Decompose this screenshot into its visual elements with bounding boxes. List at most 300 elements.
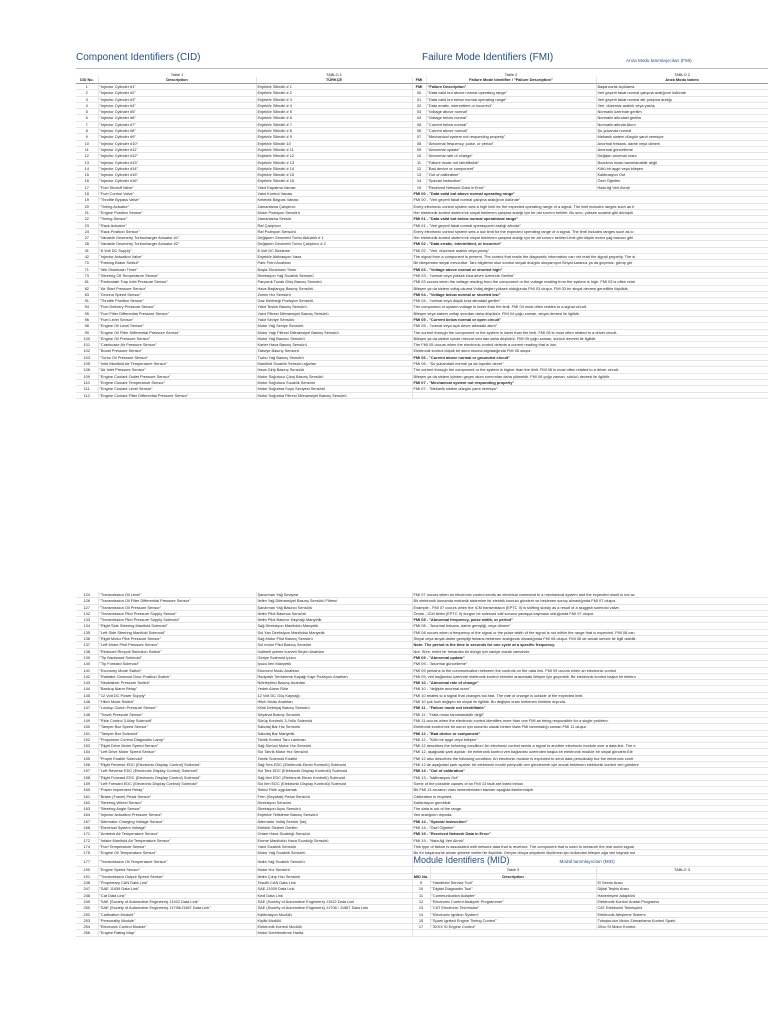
cid-description: "Hitch Mode Switch" (98, 699, 256, 705)
cid-description-tr: SAE (Society of Automotive Engineers) J1708 / J1587 Data Link (256, 905, 412, 911)
cid-description-tr: Yakıt Kapatma Vanası (256, 184, 412, 190)
cid-number: 138 (76, 648, 98, 654)
cid-description: "Injector Cylinder #14" (98, 165, 256, 171)
cid-number: 247 (76, 886, 98, 892)
cid-description-tr: Enjektör Silindiri # 3 (256, 96, 412, 102)
cid-number: 21 (76, 209, 98, 215)
cid-description-tr: Tescilli CAN Data Link (256, 880, 412, 886)
cid-number: 147 (76, 705, 98, 711)
cid-number: 4 (76, 102, 98, 108)
fmi-note: The current through the component or the system is lower than the limit. FMI 05 is most often related to a driver circuit. (412, 329, 768, 335)
cid-number: 135 (76, 629, 98, 635)
fmi-description-tr: Veri geçerli fakat normal çalışma aralığının üstünde (596, 90, 768, 96)
cid-description: "Cat Data Link" (98, 892, 256, 898)
fmi-note: FMI 09, veri bağlantısı üzerinde elektronik kontrol birimleri arasındaki iletişim için geçerlidir. Bir elektronik kontrol başka bir elektro (412, 673, 768, 679)
cid-description-tr: Sağ İleri EDC (Elektronik Ekran Kontrolü) Solenoid (256, 774, 412, 780)
cid-number: 3 (76, 96, 98, 102)
cid-description: "Transmission Oil Level" (98, 592, 256, 598)
fmi-code: 02 (412, 102, 426, 108)
cid-description: "Air Start Pressure Sensor" (98, 285, 256, 291)
sheet-page-2 (76, 592, 768, 1024)
mid-number: 15 (412, 917, 430, 923)
cid-description: "Injector Cylinder #3" (98, 96, 256, 102)
fmi-note: FMI 01 - "Data valid but below normal operational range" (412, 216, 768, 222)
cid-description: "Engine Speed Sensor" (98, 867, 256, 873)
cid-description-tr: Hitch Modu Anahtarı (256, 699, 412, 705)
cid-description-tr: Sol İleri EDC (Elektronik Display Kontrolü) Solenoid (256, 780, 412, 786)
cid-number: 42 (76, 254, 98, 260)
caption-table-1: Table 1 (170, 72, 184, 77)
cid-description-tr: Motor Yağı Filtresi Diferansiyel Basınç Sensörü (256, 329, 412, 335)
fmi-note: FMI 11 - "Failure mode not identifiable" (412, 705, 768, 711)
fmi-description: "Abnormal update" (426, 146, 596, 152)
cid-number: 127 (76, 604, 98, 610)
cid-description-tr: Fren (Seyahat) Pedal Sensörü (256, 793, 412, 799)
fmi-note: FMI 08 occurs when a frequency of the signal or the pulse width of the signal is not within the range that is expected. FMI 08 can (412, 629, 768, 635)
sheet-1-header (76, 52, 768, 69)
fmi-note: Kalibrasyon gereklidir. (412, 799, 768, 805)
fmi-description-tr: Veri geçerli fakat normal altı çalışma aralığı (596, 96, 768, 102)
fmi-note: FMI 14 - "Special Instruction" (412, 818, 768, 824)
mid-description-tr: Elektronik Kontrol Analizi Programcı (596, 898, 768, 904)
cid-description-tr: Geriye Solenoid İpucu (256, 654, 412, 660)
cid-description: "Left Reverse EDC (Electronic Display Control) Solenoid" (98, 768, 256, 774)
fmi-note: FMI 05 - "Current below normal or open circuit" (412, 316, 768, 322)
cid-description: "Transmission Oil Temperature Sensor" (98, 856, 256, 867)
cid-description-tr: Enjektör Silindiri # 8 (256, 128, 412, 134)
cid-number: 15 (76, 172, 98, 178)
mid-description-tr: Dijital Teşhis Aracı (596, 886, 768, 892)
cid-description: "Injector Cylinder #15" (98, 172, 256, 178)
cid-description-tr: Değişken Geometri Turbo Aktüatör # 1 (256, 235, 412, 241)
fmi-note: Every electronic control system sets a low limit for the expected operating range of a signal. The limit includes ranges such as lo (412, 228, 768, 234)
fmi-title-tr: Arıza Modu tanımlayıcıları (FMI) (626, 58, 692, 63)
cid-description-tr: 12 Volt DC Güç Kaynağı (256, 692, 412, 698)
fmi-note: Bir elektronik kumanda mekanik sistemine bir elektrik komutu gönderir ve beklenen sonuç alınadığında FMI 07 oluşur. (412, 598, 768, 604)
fmi-note: Bileşen veya sistem voltajı sınırdan daha düşüktür. FMI 04 çoğu zaman, sinyal devresi ile ilgilidir. (412, 310, 768, 316)
fmi-note: FMI 19 - "Hata Ağ Veri Alındı" (412, 837, 768, 843)
cid-number: 153 (76, 743, 98, 749)
cid-number: 249 (76, 898, 98, 904)
caption-table-3: Table 3 (430, 867, 596, 873)
fmi-note: Her elektronik kontrol sistemi bir sinyal beklenen çalışma aralığı için bir alt sınırını belirler.Limit gibi düşük motor yağ basıncı gibi (412, 235, 768, 241)
cid-description: "Throttle Bypass Valve" (98, 197, 256, 203)
cid-description-tr: Raf Pozisyon Sensörü (256, 228, 412, 234)
cid-description: "SAE (Society of Automotive Engineers) J1922 Data Link" (98, 898, 256, 904)
fmi-description-tr: Mekanik sistem düzgün yanıt vermiyor (596, 134, 768, 140)
fmi-description-tr: Kötü bir aygıt veya bileşen (596, 165, 768, 171)
mid-description: "Electronic Control Analyzer Programmer" (430, 898, 596, 904)
fmi-description: "Failure mode not identifiable" (426, 159, 596, 165)
cid-description-tr: Enjektör Silindiri # 5 (256, 109, 412, 115)
mid-description-tr: 3Xxx SI Motor Kontrol (596, 924, 768, 930)
mid-description: "3XXX SI Engine Control" (430, 924, 596, 930)
cid-number: 17 (76, 184, 98, 190)
cid-description: "Power Implement Relay" (98, 787, 256, 793)
cid-description: "Injector Cylinder #13" (98, 159, 256, 165)
fmi-description: "Mechanical system not responding properly" (426, 134, 596, 140)
fmi-note: Bileşen ya da sistem içinde mevcut sınırdan daha düşüktür. FMI 05 çoğu zaman, sürücü devresi ile ilgilidir. (412, 335, 768, 341)
cid-description-tr: Sağ Direksiyon Manifoldu Manyetik (256, 623, 412, 629)
fmi-note: FMI 06 - "Current above normal or grounded circuit" (412, 354, 768, 360)
cid-description: "Left Side Steering Manifold Solenoid" (98, 629, 256, 635)
header-mid-description: Description (430, 873, 596, 879)
fmi-note: Örnek - ICM iletim (EPTC II) durgun bir solenoid valf sonucu yavaşça kaymaso olduğunda FMI 07 oluşur. (412, 610, 768, 616)
cid-number: 162 (76, 799, 98, 805)
cid-description-tr: Raf Çalıştırıcı (256, 222, 412, 228)
cid-description-tr: Sağ Ters EDC (Elektronik Ekran Kontrolü) Solenoid (256, 762, 412, 768)
cid-number: 160 (76, 787, 98, 793)
fmi-note: Sinyal veya sinyal darbe genişliği frekans beklenen aralığında olmadığında FMI 08 oluşur. FMI 08 de ancak sensör ile ilgili olabilir. (412, 636, 768, 642)
cid-description: "Tamper Bar Speed Sensor" (98, 724, 256, 730)
cid-description: "Parking Brake Switch" (98, 260, 256, 266)
cid-number: 157 (76, 768, 98, 774)
cid-description: "Left Motor Pilot Pressure Sensor" (98, 642, 256, 648)
fmi-note: Bir FMI 13 arızanın olası nedenlerinden bazıları aşağıda listelenmiştir. (412, 787, 768, 793)
cid-description-tr: Enjektör Tetikleme Basınç Sensörü (256, 812, 412, 818)
empty-cell (412, 392, 768, 398)
cid-description: "Transmission Output Speed Sensor" (98, 873, 256, 879)
cid-number: 190 (76, 867, 98, 873)
cid-description-tr: Kalibrasyon Modülü (256, 911, 412, 917)
cid-description: "Transmission Oil Filter Differential Pressure Sensor" (98, 598, 256, 604)
cid-description: "Economy Mode Switch" (98, 667, 256, 673)
cid-description: "Neutralizer Pressure Switch" (98, 680, 256, 686)
fmi-note: FMI 08 - "Abnormal frequency, pulse width, or period" (412, 617, 768, 623)
cid-description: "Transmission Pilot Pressure Supply Sensor" (98, 610, 256, 616)
fmi-note: FMI 12, aşağıdaki şartı açıklar: bir elektronik kontrol veri bağlantısı üzerinden başka bir elektronik modüle bir sinyal gönderir.Ele (412, 749, 768, 755)
cid-description-tr: İletim Çıkış Hızı Sensörü (256, 873, 412, 879)
fmi-description: "Data valid but below normal operating range" (426, 96, 596, 102)
mid-description: "Digital Diagnostic Tool" (430, 886, 596, 892)
cid-number: 7 (76, 121, 98, 127)
cid-number: 94 (76, 304, 98, 310)
cid-number: 28 (76, 241, 98, 247)
cid-description: "Right Reverse EDC (Electronic Display Control) Solenoid" (98, 762, 256, 768)
cid-description-tr: Enjektör Aktivasyon Vana (256, 254, 412, 260)
cid-number: 8 (76, 128, 98, 134)
cid-description-tr: Enjektör Silindiri # 4 (256, 102, 412, 108)
fmi-note: FMI 13 - "kalibrasyon Out" (412, 774, 768, 780)
cid-description: "Tamper Bar Solenoid" (98, 730, 256, 736)
fmi-note: Elektronik kontrol tek bir sorun için sorumlu olarak birden fazla FMI tanımladığı zaman FMI 11 oluşur. (412, 724, 768, 730)
cid-description-tr: Kişilik Modülü (256, 917, 412, 923)
cid-number: 24 (76, 228, 98, 234)
cid-description-tr: Sekici Röle uygulamak (256, 787, 412, 793)
cid-number: 82 (76, 285, 98, 291)
cid-number: 111 (76, 386, 98, 392)
fmi-note: Elektronik kontrol düşük bir akım okuma algıladığında FMI 05 oluşur. (412, 348, 768, 354)
fmi-note: The data is out of the range. (412, 806, 768, 812)
fmi-note: FMI 02 - "Veri, düzensiz aralıklı veya yanlış" (412, 247, 768, 253)
fmi-note: FMI 06 - "Şu yukarıdaki normal ya da topraklı devre" (412, 361, 768, 367)
cid-number: 2 (76, 90, 98, 96)
fmi-note: FMI 12 describes the following condition: An electronic control sends a signal to another electronic module over a data link. The e (412, 743, 768, 749)
fmi-description-tr: Başarısızlık Açıklama (596, 84, 768, 90)
cid-description: "Fuel Level Sensor" (98, 316, 256, 322)
cid-number: 256 (76, 930, 98, 936)
cid-description: "Engine Position Sensor" (98, 209, 256, 215)
caption-tablo-2: TABLO 2 (674, 72, 690, 77)
cid-description: "Engine Coolant Temperature Sensor" (98, 379, 256, 385)
fmi-code: 04 (412, 115, 426, 121)
cid-description: "Lockup Clutch Pressure Sensor" (98, 705, 256, 711)
cid-description-tr: Yakıt Filtresi Diferansiyel Basınç Sensörü (256, 310, 412, 316)
fmi-description-tr: Normalin altındaki gerilim (596, 115, 768, 121)
cid-number: 11 (76, 146, 98, 152)
cid-number: 103 (76, 354, 98, 360)
fmi-note: Bir bileşenden sinyal mevcuttur. Tanı bilgilerini okur kontrol sinyali düzgün okuyamıyor.Sinyal kararsız ya da geçersiz, görüş gör (412, 260, 768, 266)
cid-description-tr: Radyatör Temizleme Kapağı Kapı Pozisyon Anahtarı (256, 673, 412, 679)
cid-description-tr: Zemin Hız Sensörü (256, 291, 412, 297)
cid-description: "Fuel Temperature Sensor" (98, 843, 256, 849)
cid-number: 12 (76, 153, 98, 159)
cid-number: 163 (76, 806, 98, 812)
fmi-description-tr: Anormal güncelleme (596, 146, 768, 152)
fmi-code: 03 (412, 109, 426, 115)
fmi-note: FMI 01 - "Veri geçerli fakat normal operasyonel aralığı altında" (412, 222, 768, 228)
cid-description-tr: Enjektör Silindiri # 16 (256, 178, 412, 184)
fmi-note: FMI 07 - "Mekanik sistem düzgün yanıt vermiyor" (412, 386, 768, 392)
cid-number: 171 (76, 831, 98, 837)
cid-number: 83 (76, 291, 98, 297)
cid-number: 70 (76, 260, 98, 266)
fmi-description: "Voltage below normal" (426, 115, 596, 121)
fmi-note: The FMI 05 occurs when the electronic control detects a current reading that is low. (412, 342, 768, 348)
cid-description-tr: Motor Hız Sensörü (256, 867, 412, 873)
cid-number: 20 (76, 203, 98, 209)
cid-description: "Personality Module" (98, 917, 256, 923)
cid-number: 250 (76, 905, 98, 911)
cid-description: "Steering Wheel Sensor" (98, 799, 256, 805)
cid-description: "Steering Angle Sensor" (98, 806, 256, 812)
cid-description-tr: Zamanlama Sensör (256, 216, 412, 222)
sheet-2-body-table (76, 592, 768, 937)
cid-number: 99 (76, 329, 98, 335)
cid-number: 9 (76, 134, 98, 140)
cid-description-tr: Şanzıman Yağ Seviyesi (256, 592, 412, 598)
fmi-title: Failure Mode Identifiers (FMI) (422, 52, 554, 63)
fmi-note: Note: The period is the time in seconds for one cycle at a specific frequency. (412, 642, 768, 648)
cid-description-tr: SAE J1939 Data Link (256, 886, 412, 892)
cid-description: "Electronic Control Module" (98, 924, 256, 930)
cid-description-tr: Motor Soğutma Suyu Seviyesi Sensörü (256, 386, 412, 392)
mid-number: 14 (412, 911, 430, 917)
fmi-note: FMI 12 also describes the following condition: An electronic module is expected to send data periodically but the electronic contr (412, 755, 768, 761)
cid-description: "Right Forward EDC (Electronic Display Control) Solenoid" (98, 774, 256, 780)
cid-description-tr: Park Freni Anahtarı (256, 260, 412, 266)
mid-title: Module Identifiers (MID) (413, 855, 510, 866)
cid-number: 101 (76, 342, 98, 348)
cid-description: "Right Side Steering Manifold Solenoid" (98, 623, 256, 629)
header-fmi: FMI (412, 77, 426, 83)
cid-description-tr: Enjektör Silindiri # 13 (256, 159, 412, 165)
cid-number: 144 (76, 686, 98, 692)
cid-description: "Proprietary CAN Data Link" (98, 880, 256, 886)
cid-description: "Injector Cylinder #8" (98, 128, 256, 134)
cid-number: 98 (76, 323, 98, 329)
cid-description-tr: Takviye Basınç Sensörü (256, 348, 412, 354)
fmi-description: "Bad device or component" (426, 165, 596, 171)
fmi-description: "Current below normal" (426, 121, 596, 127)
cid-description: "Injector Cylinder #4" (98, 102, 256, 108)
cid-description-tr: İletim Pilot Basıncı Kaynağı Manyetik (256, 617, 412, 623)
cid-description-tr: Kedi Data Link (256, 892, 412, 898)
cid-description: "Ground Speed Sensor" (98, 291, 256, 297)
fmi-note: FMI 09 - "Anormal güncelleme" (412, 661, 768, 667)
cid-description-tr: Enjektör Silindiri # 11 (256, 146, 412, 152)
cid-number: 155 (76, 755, 98, 761)
cid-number: 6 (76, 115, 98, 121)
cid-description: "Air Inlet Pressure Sensor" (98, 367, 256, 373)
fmi-note: Calibration is required. (412, 793, 768, 799)
fmi-note: FMI 03 occurs when the voltage reading from the component or the voltage reading from the system is high. FMI 03 is often relat (412, 279, 768, 285)
cid-description: "Tip Backward Solenoid" (98, 654, 256, 660)
fmi-code: 14 (412, 178, 426, 184)
cid-number: 174 (76, 843, 98, 849)
cid-description: "Injector Cylinder #2" (98, 90, 256, 96)
cid-number: 150 (76, 724, 98, 730)
fmi-note: Bu tür başarısızlık alınan şebeke verileri ile ilişkilidir. Gerçek dünya sinyalinin ölçülmesi için kullanılan bileşen ağa veri kaynak mo (412, 850, 768, 856)
cid-description-tr: Enjektör Silindiri # 2 (256, 90, 412, 96)
cid-description: "SAE J1939 Data Link" (98, 886, 256, 892)
mid-description: "Electronic Ignition System" (430, 911, 596, 917)
cid-description-tr: Parçacık Tuzak Giriş Basınç Sensörü (256, 279, 412, 285)
mid-description-tr: Haberleşme Adaptörü (596, 892, 768, 898)
cid-number: 139 (76, 654, 98, 660)
cid-number: 142 (76, 673, 98, 679)
cid-description: "Injector Cylinder #16" (98, 178, 256, 184)
fmi-note: FMI 19 - "Received Network Data in Error" (412, 831, 768, 837)
fmi-note: FMI 00 - "Data valid but above normal operating range" (412, 191, 768, 197)
cid-description-tr: Elektronik Kontrol Modülü (256, 924, 412, 930)
cid-description: "Injector Cylinder #6" (98, 115, 256, 121)
fmi-note: FMI 10 - "değişim anormal oranı" (412, 686, 768, 692)
cid-description: "Left Drive Motor Speed Sensor" (98, 749, 256, 755)
cid-description: "Engine Coolant Level Sensor" (98, 386, 256, 392)
fmi-description: "Data erratic, intermittent or incorrect" (426, 102, 596, 108)
cid-number: 41 (76, 247, 98, 253)
cid-description: "Engine Oil Level Sensor" (98, 323, 256, 329)
cid-description: "12 Volt DC Power Supply" (98, 692, 256, 698)
cid-number: 175 (76, 850, 98, 856)
fmi-note: FMI 07 - "Mechanical system not responding properly" (412, 379, 768, 385)
cid-number: 140 (76, 661, 98, 667)
cid-description-tr: Yakıt Seviye Sensörü (256, 316, 412, 322)
fmi-description-tr: Değişim anormal oranı (596, 153, 768, 159)
cid-description-tr: Enjektör Silindiri # 14 (256, 165, 412, 171)
header-failure-description: Failure Mode Identifier / "Failure Description" (426, 77, 596, 83)
cid-number: 246 (76, 880, 98, 886)
cid-description: "Particulate Trap Inlet Pressure Sensor" (98, 279, 256, 285)
mid-description-tr: El Servis Aracı (596, 880, 768, 886)
fmi-note: Not: Süre, belirli bir frekansta bir döngü için saniye olarak zamandır. (412, 648, 768, 654)
cid-description-tr: Yedek Alarm Röle (256, 686, 412, 692)
cid-description: "Fuel Filter Differential Pressure Sensor" (98, 310, 256, 316)
cid-description: "Fuel Delivery Pressure Sensor" (98, 304, 256, 310)
cid-description-tr: Sabotaj Bar Manyetik (256, 730, 412, 736)
sheet-1-body-table (76, 84, 768, 399)
cid-number: 27 (76, 235, 98, 241)
cid-description-tr: SAE (Society of Automotive Engineers) J1922 Data Link (256, 898, 412, 904)
cid-description-tr: Manifold Sıcaklık Sensörü ağızları (256, 361, 412, 367)
cid-number: 167 (76, 818, 98, 824)
cid-number: 146 (76, 699, 98, 705)
cid-description-tr: Yakıt Kontrol Vanası (256, 191, 412, 197)
cid-description: "Intake Manifold Air Temperature Sensor" (98, 837, 256, 843)
cid-number: 143 (76, 680, 98, 686)
cid-description: "Injector Actuation Valve" (98, 254, 256, 260)
cid-number: 71 (76, 266, 98, 272)
fmi-note: FMI 03 - "normal veya yüksek kısa devre üzerinde Gerilim" (412, 272, 768, 278)
cid-description: "Transmission Oil Pressure Sensor" (98, 604, 256, 610)
cid-number: 158 (76, 774, 98, 780)
cid-number: 254 (76, 924, 98, 930)
cid-description: "Propulsion Control Diagnostic Lamp" (98, 736, 256, 742)
cid-description: "Throttle Position Sensor" (98, 298, 256, 304)
cid-number: 14 (76, 165, 98, 171)
fmi-note: FMI 07 occurs when an electronic control sends an electrical command to a mechanical system and the expected result is not ac (412, 592, 768, 598)
fmi-note: Bileşen ya da sistem voltaj okuma Voltaj değeri yüksek olduğunda FMI 03 oluşur. FMI 03 bir sinyal devresi genellikle ilişkilidir. (412, 285, 768, 291)
cid-description: "Variable Geometry Turbocharger Actuator #1" (98, 235, 256, 241)
cid-title: Component Identifiers (CID) (76, 52, 201, 63)
fmi-description: "Received Network Data in Error" (426, 184, 596, 190)
cid-number: 100 (76, 335, 98, 341)
cid-description: "Calibration Module" (98, 911, 256, 917)
cid-description: "Alternator Charging Voltage Sensor" (98, 818, 256, 824)
cid-number: 134 (76, 623, 98, 629)
cid-description-tr: Motor Soğutucu Çıkış Basınç Sensörü (256, 373, 412, 379)
cid-description: "Injector Cylinder #5" (98, 109, 256, 115)
fmi-code: 00 (412, 90, 426, 96)
fmi-code: 12 (412, 165, 426, 171)
cid-description-tr: Kilidi Debriyaj Basınç Sensörü (256, 705, 412, 711)
cid-number: 253 (76, 917, 98, 923)
cid-description-tr: Değişken Geometri Turbo Çalıştırıcı # 2 (256, 241, 412, 247)
cid-description: "Timing Sensor" (98, 216, 256, 222)
cid-description-tr: Seyahat Basınç Sensörü (256, 711, 412, 717)
cid-description: "8 Volt DC Supply" (98, 247, 256, 253)
cid-description-tr: 8 Volt DC Besleme (256, 247, 412, 253)
fmi-note: FMI 12 de aşağıdaki şartı açıklar: bir elektronik modül periyodik veri göndermek için ancak beklenen elektronik kontrol veri göndere (412, 762, 768, 768)
fmi-code: 07 (412, 134, 426, 140)
cid-description: "Ride Control 3-Way Solenoid" (98, 717, 256, 723)
cid-description: "Timing Actuator" (98, 203, 256, 209)
cid-description: "Idle Shutdown Timer" (98, 266, 256, 272)
cid-description: "Injector Cylinder #7" (98, 121, 256, 127)
cid-description: "Inlet Manifold Air Temperature Sensor" (98, 361, 256, 367)
fmi-description-tr: Özel Öğretim (596, 178, 768, 184)
cid-description-tr: Sağ Motor Pilot Basınç Sensörü (256, 636, 412, 642)
cid-number: 5 (76, 109, 98, 115)
cid-description: "Turbo Oil Pressure Sensor" (98, 354, 256, 360)
caption-tablo-3: TABLO 3 (596, 867, 768, 873)
cid-number: 16 (76, 178, 98, 184)
cid-description: "Reduced Rimpull Selection Switch" (98, 648, 256, 654)
cid-number: 151 (76, 730, 98, 736)
fmi-note: FMI 09 pertains to the communication between the controls on the data link. FMI 09 occurs when an electronic control (412, 667, 768, 673)
cid-number: 13 (76, 159, 98, 165)
cid-number: 159 (76, 780, 98, 786)
cid-description: "Right Motor Pilot Pressure Sensor" (98, 636, 256, 642)
cid-description-tr: Gaz Kelebeği Pozisyon Sensörü (256, 298, 412, 304)
cid-description-tr: Tahrik Solenoid Enable (256, 755, 412, 761)
cid-description: "Injector Cylinder #1" (98, 84, 256, 90)
cid-number: 141 (76, 667, 98, 673)
cid-description-tr: Zamanlama Çalıştırıcı (256, 203, 412, 209)
cid-number: 137 (76, 642, 98, 648)
cid-number: 105 (76, 361, 98, 367)
